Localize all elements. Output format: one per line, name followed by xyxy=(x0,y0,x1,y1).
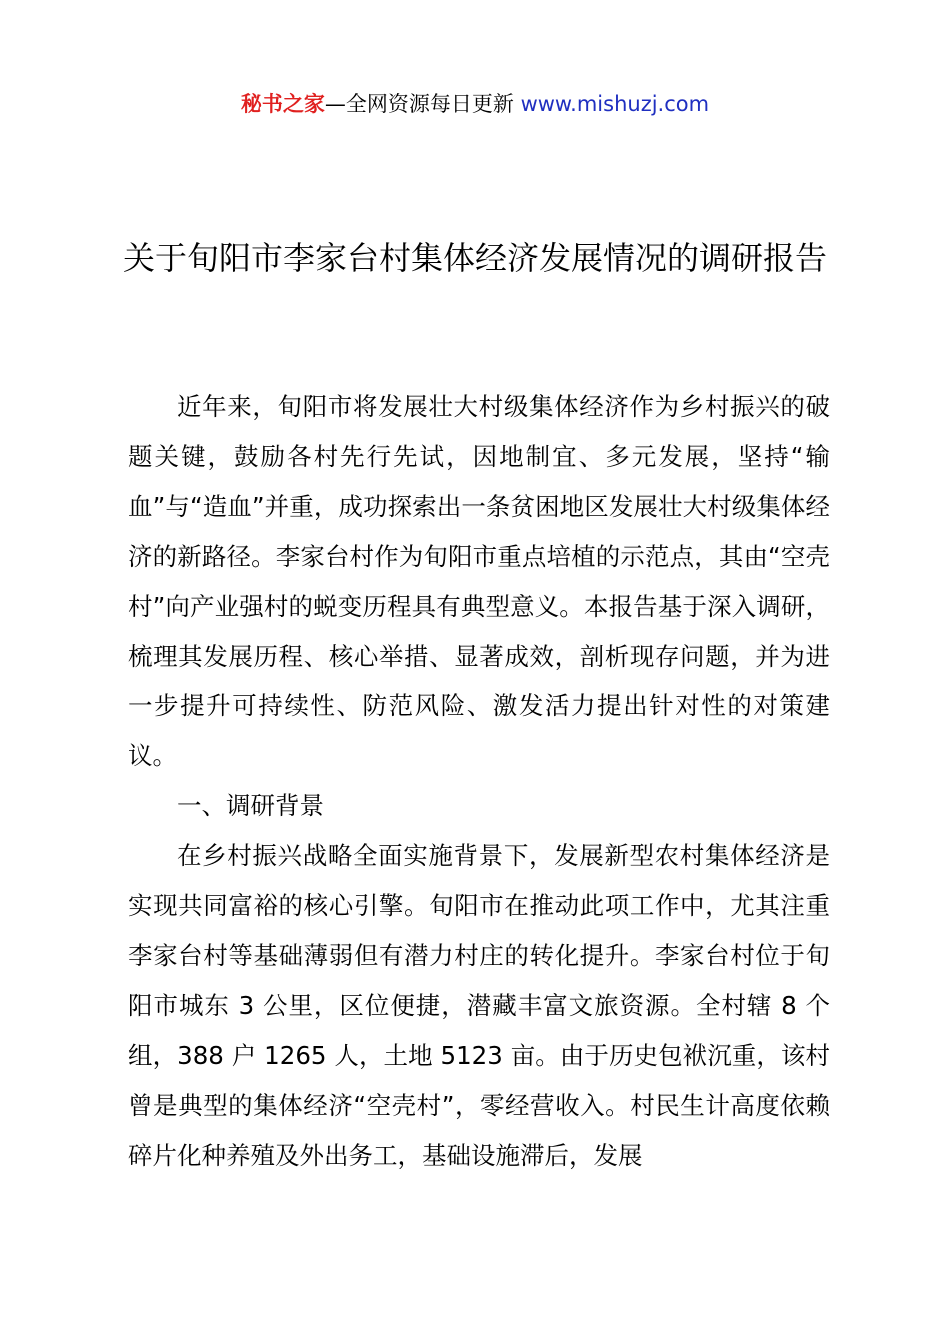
site-brand: 秘书之家 xyxy=(240,92,325,116)
document-body xyxy=(128,382,830,1181)
site-url-link[interactable]: www.mishuzj.com xyxy=(520,92,710,116)
section-heading: 一、调研背景 xyxy=(177,791,324,821)
site-header xyxy=(0,86,950,122)
document-title: 关于旬阳市李家台村集体经济发展情况的调研报告 xyxy=(122,239,827,277)
site-tagline: —全网资源每日更新 xyxy=(324,92,514,116)
intro-paragraph: 近年来，旬阳市将发展壮大村级集体经济作为乡村振兴的破题关键，鼓励各村先行先试，因地制宜、多元发展，坚持“输血”与“造血”并重，成功探索出一条贫困地区发展壮大村级集体经济的新路径。李家台村作为旬阳市重点培植的示范点，其由“空壳村”向产业强村的蜕变历程具有典型意义。本报告基于深入调研，梳理其发展历程、核心举措、显著成效，剖析现存问题，并为进一步提升可持续性、防范风险、激发活力提出针对性的对策建议。 xyxy=(128,392,830,771)
body-paragraph: 在乡村振兴战略全面实施背景下，发展新型农村集体经济是实现共同富裕的核心引擎。旬阳市在推动此项工作中，尤其注重李家台村等基础薄弱但有潜力村庄的转化提升。李家台村位于旬阳市城东 3 公里，区位便捷，潜藏丰富文旅资源。全村辖 8 个组，388 户 1265 人，土地 5123 亩。由于历史包袱沉重，该村曾是典型的集体经济“空壳村”，零经营收入。村民生计高度依赖碎片化种养殖及外出务工，基础设施滞后，发展 xyxy=(128,841,830,1170)
